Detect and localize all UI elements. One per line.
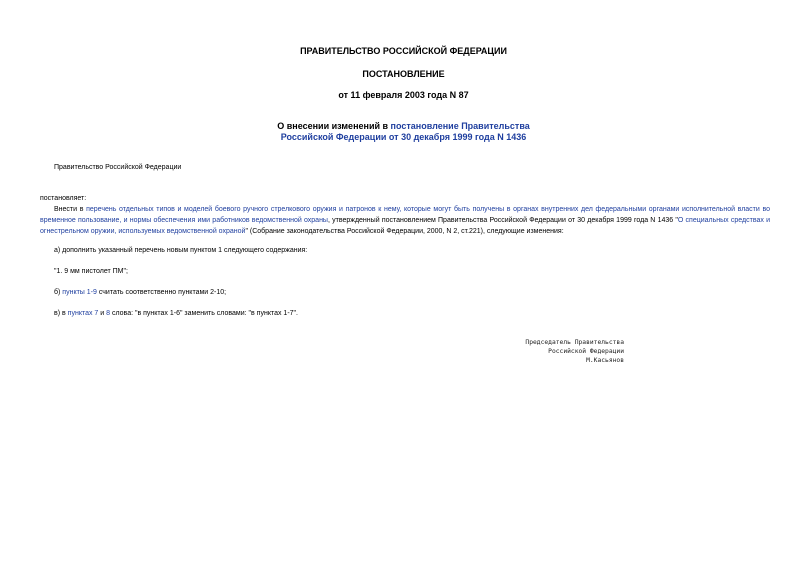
decrees-text: постановляет: <box>40 195 87 202</box>
document-date-number: от 11 февраля 2003 года N 87 <box>338 90 469 100</box>
special-means-link[interactable]: О специальных средствах и огнестрельном оружии, используемых ведомственной охраной <box>40 217 770 235</box>
document-title-line1 <box>0 121 807 132</box>
item-c-prefix: в) в <box>54 310 68 317</box>
title-link-line1[interactable]: постановление Правительства <box>390 121 530 131</box>
main-text-1: Внести в <box>54 206 87 213</box>
title-link-line2[interactable]: Российской Федерации от 30 декабря 1999 года N 1436 <box>280 132 527 142</box>
item-c-mid: и <box>98 310 107 317</box>
item-c-link-7[interactable]: пунктах 7 <box>67 310 99 317</box>
item-b-link[interactable]: пункты 1-9 <box>62 289 97 296</box>
weapons-list-link[interactable]: перечень отдельных типов и моделей боевого ручного стрелкового оружия и патронов к нему, которые могут быть получены в органах внутренних дел федеральными органами исполнительной власти во временное пользование, и нормы обеспечения ими работников ведомственной охраны <box>40 206 770 224</box>
item-a-text: а) дополнить указанный перечень новым пунктом 1 следующего содержания: <box>54 247 308 254</box>
title-prefix: О внесении изменений в <box>277 121 391 131</box>
document-type-heading: ПОСТАНОВЛЕНИЕ <box>362 69 445 79</box>
item-c-suffix: слова: "в пунктах 1-6" заменить словами: "в пунктах 1-7". <box>110 310 298 317</box>
main-paragraph <box>40 204 770 237</box>
main-text-2: , утвержденный постановлением Правительства Российской Федерации от 30 декабря 1999 года N 1436 " <box>327 217 678 224</box>
item-c-link-8[interactable]: 8 <box>106 310 111 317</box>
signature-position: Председатель Правительства <box>525 339 624 346</box>
item-b-text <box>54 287 226 298</box>
main-text-3: " (Собрание законодательства Российской Федерации, 2000, N 2, ст.221), следующие изменения: <box>245 228 564 235</box>
intro-text: Правительство Российской Федерации <box>54 164 182 171</box>
item-b-prefix: б) <box>54 289 63 296</box>
item-c-text <box>54 308 298 319</box>
signature-name: М.Касьянов <box>586 357 624 364</box>
document-title-line2 <box>0 132 807 143</box>
item-a-quote: "1. 9 мм пистолет ПМ"; <box>54 268 128 275</box>
government-heading: ПРАВИТЕЛЬСТВО РОССИЙСКОЙ ФЕДЕРАЦИИ <box>300 46 507 56</box>
item-b-suffix: считать соответственно пунктами 2-10; <box>96 289 227 296</box>
signature-country: Российской Федерации <box>548 348 624 355</box>
